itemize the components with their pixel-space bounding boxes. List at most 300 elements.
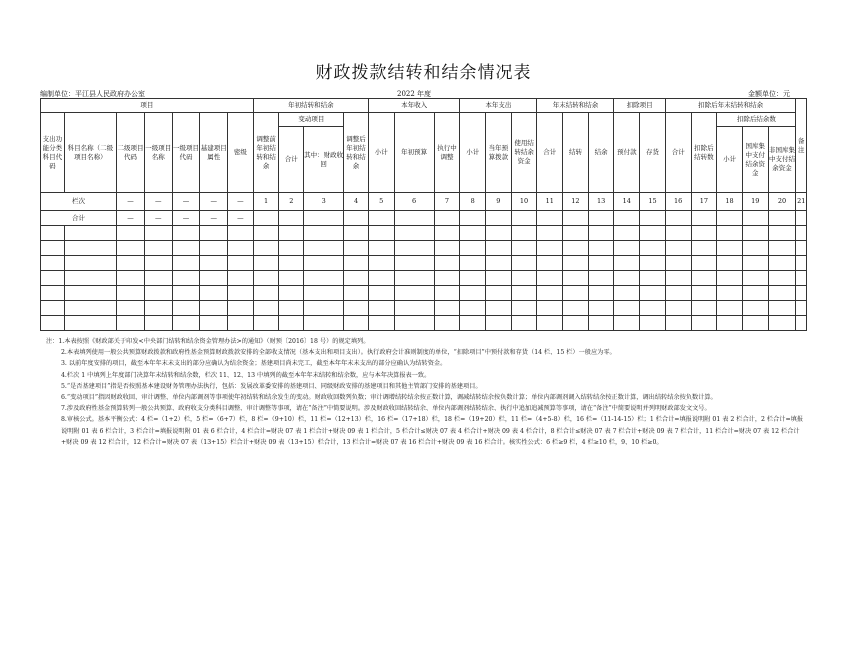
empty-cell: [691, 271, 717, 286]
empty-cell: [563, 286, 589, 301]
col-inventory: 存货: [640, 113, 666, 193]
empty-cell: [486, 301, 512, 316]
empty-cell: [304, 271, 344, 286]
column-number: 18: [717, 193, 743, 211]
empty-cell: [588, 286, 614, 301]
empty-cell: [640, 226, 666, 241]
empty-cell: [460, 301, 486, 316]
empty-cell: [486, 286, 512, 301]
empty-cell: [460, 226, 486, 241]
empty-cell: [253, 241, 279, 256]
empty-cell: [640, 211, 666, 226]
empty-cell: [614, 226, 640, 241]
empty-cell: [614, 271, 640, 286]
empty-cell: [796, 301, 807, 316]
empty-cell: [434, 286, 460, 301]
empty-cell: [796, 286, 807, 301]
empty-cell: [511, 226, 537, 241]
empty-cell: [588, 211, 614, 226]
empty-row: [41, 226, 807, 241]
empty-cell: [742, 226, 768, 241]
empty-row: [41, 271, 807, 286]
col-prepayment: 预付款: [614, 113, 640, 193]
empty-cell: [691, 211, 717, 226]
empty-cell: [344, 316, 369, 331]
column-number: 10: [511, 193, 537, 211]
empty-cell: [117, 301, 145, 316]
empty-cell: [41, 256, 65, 271]
empty-cell: [304, 226, 344, 241]
empty-cell: [200, 271, 228, 286]
empty-cell: [394, 256, 434, 271]
empty-cell: [172, 316, 200, 331]
empty-cell: [588, 241, 614, 256]
empty-cell: [614, 256, 640, 271]
empty-cell: [537, 241, 563, 256]
empty-cell: [368, 226, 394, 241]
empty-cell: [117, 256, 145, 271]
empty-cell: [304, 286, 344, 301]
empty-cell: [537, 226, 563, 241]
opening-header: 年初结转和结余: [253, 99, 368, 113]
empty-cell: [304, 301, 344, 316]
column-number: 2: [279, 193, 304, 211]
empty-cell: [64, 256, 116, 271]
dash-cell: —: [228, 211, 254, 226]
dash-cell: —: [144, 193, 172, 211]
empty-cell: [640, 301, 666, 316]
empty-cell: [368, 286, 394, 301]
column-number: 20: [768, 193, 796, 211]
col-l2-code: 二级项目代码: [117, 113, 145, 193]
empty-cell: [172, 241, 200, 256]
empty-cell: [172, 301, 200, 316]
empty-cell: [394, 226, 434, 241]
empty-cell: [434, 241, 460, 256]
empty-cell: [486, 316, 512, 331]
empty-cell: [768, 211, 796, 226]
empty-cell: [279, 316, 304, 331]
empty-cell: [64, 301, 116, 316]
empty-cell: [64, 241, 116, 256]
empty-cell: [640, 241, 666, 256]
column-number: 9: [486, 193, 512, 211]
empty-cell: [228, 256, 254, 271]
empty-cell: [588, 256, 614, 271]
empty-cell: [64, 286, 116, 301]
empty-cell: [768, 271, 796, 286]
project-header: 项目: [41, 99, 254, 113]
empty-cell: [768, 301, 796, 316]
column-number: 7: [434, 193, 460, 211]
empty-cell: [563, 226, 589, 241]
empty-cell: [172, 271, 200, 286]
closing-header: 年末结转和结余: [537, 99, 614, 113]
empty-cell: [717, 271, 743, 286]
empty-cell: [228, 301, 254, 316]
empty-cell: [253, 256, 279, 271]
empty-cell: [279, 301, 304, 316]
empty-cell: [64, 226, 116, 241]
empty-cell: [460, 316, 486, 331]
empty-cell: [200, 301, 228, 316]
empty-cell: [614, 301, 640, 316]
col-closing-carry: 结转: [563, 113, 589, 193]
income-header: 本年收入: [368, 99, 459, 113]
col-subject-name: 科目名称（二级项目名称）: [64, 113, 116, 193]
empty-cell: [228, 241, 254, 256]
empty-cell: [394, 241, 434, 256]
empty-cell: [434, 301, 460, 316]
col-expense-carry: 使用结转结余资金: [511, 113, 537, 193]
empty-cell: [172, 256, 200, 271]
empty-cell: [144, 316, 172, 331]
column-number: 16: [665, 193, 691, 211]
col-after-nontreasury: 非国库集中支付结余资金: [768, 127, 796, 193]
note-1: 注：1.本表按照《财政部关于印发<中央部门结转和结余资金管理办法>的通知》（财预〔2016〕18 号）的规定填列。: [46, 338, 370, 345]
total-label: 合计: [41, 211, 117, 226]
empty-cell: [117, 226, 145, 241]
column-number: 1: [253, 193, 279, 211]
empty-cell: [640, 316, 666, 331]
col-construction-attr: 基建项目属性: [200, 113, 228, 193]
empty-cell: [796, 271, 807, 286]
empty-cell: [742, 301, 768, 316]
empty-cell: [537, 256, 563, 271]
report-title: 财政拨款结转和结余情况表: [315, 63, 532, 83]
empty-cell: [279, 211, 304, 226]
remark-header: 备注: [796, 99, 807, 193]
empty-cell: [117, 241, 145, 256]
empty-cell: [614, 316, 640, 331]
dash-cell: —: [172, 193, 200, 211]
empty-cell: [768, 316, 796, 331]
dash-cell: —: [228, 193, 254, 211]
empty-cell: [717, 286, 743, 301]
empty-cell: [144, 301, 172, 316]
empty-cell: [665, 226, 691, 241]
empty-cell: [717, 211, 743, 226]
empty-cell: [253, 271, 279, 286]
empty-cell: [344, 286, 369, 301]
empty-cell: [279, 286, 304, 301]
dash-cell: —: [117, 211, 145, 226]
col-income-subtotal: 小计: [368, 113, 394, 193]
column-number: 14: [614, 193, 640, 211]
empty-cell: [394, 211, 434, 226]
column-number: 19: [742, 193, 768, 211]
empty-cell: [253, 211, 279, 226]
col-change-recover: 其中：财政收回: [304, 127, 344, 193]
empty-cell: [665, 256, 691, 271]
empty-cell: [614, 211, 640, 226]
column-number: 11: [537, 193, 563, 211]
after-surplus-header: 扣除后结余数: [717, 113, 796, 127]
empty-cell: [691, 301, 717, 316]
empty-cell: [742, 211, 768, 226]
empty-cell: [588, 226, 614, 241]
empty-cell: [394, 301, 434, 316]
empty-cell: [486, 226, 512, 241]
empty-cell: [796, 226, 807, 241]
empty-cell: [742, 271, 768, 286]
empty-cell: [144, 241, 172, 256]
empty-cell: [511, 316, 537, 331]
empty-cell: [717, 256, 743, 271]
header-row-2: [41, 113, 807, 127]
column-number: 6: [394, 193, 434, 211]
empty-cell: [41, 241, 65, 256]
empty-cell: [200, 256, 228, 271]
empty-cell: [796, 316, 807, 331]
column-number-label: 栏次: [41, 193, 117, 211]
empty-cell: [253, 226, 279, 241]
empty-cell: [665, 316, 691, 331]
col-after-total: 合计: [665, 113, 691, 193]
column-number: 15: [640, 193, 666, 211]
col-func-code: 支出功能分类科目代码: [41, 113, 65, 193]
empty-cell: [434, 271, 460, 286]
empty-cell: [172, 286, 200, 301]
empty-cell: [344, 211, 369, 226]
empty-cell: [41, 301, 65, 316]
empty-row: [41, 241, 807, 256]
empty-cell: [691, 226, 717, 241]
total-row: [41, 211, 807, 226]
empty-cell: [717, 316, 743, 331]
empty-cell: [563, 256, 589, 271]
empty-cell: [368, 271, 394, 286]
empty-cell: [434, 316, 460, 331]
empty-cell: [768, 226, 796, 241]
empty-cell: [117, 271, 145, 286]
empty-cell: [41, 316, 65, 331]
empty-cell: [665, 286, 691, 301]
column-number: 13: [588, 193, 614, 211]
column-number: 4: [344, 193, 369, 211]
empty-cell: [368, 241, 394, 256]
empty-cell: [279, 256, 304, 271]
col-closing-surplus: 结余: [588, 113, 614, 193]
empty-cell: [200, 316, 228, 331]
empty-cell: [144, 256, 172, 271]
empty-cell: [537, 301, 563, 316]
empty-row: [41, 256, 807, 271]
empty-cell: [665, 271, 691, 286]
empty-cell: [640, 286, 666, 301]
empty-cell: [742, 286, 768, 301]
empty-cell: [691, 256, 717, 271]
empty-cell: [563, 211, 589, 226]
empty-cell: [537, 211, 563, 226]
empty-cell: [563, 241, 589, 256]
empty-cell: [768, 256, 796, 271]
column-number: 12: [563, 193, 589, 211]
empty-cell: [144, 286, 172, 301]
col-adj-before: 调整前年初结转和结余: [253, 113, 279, 193]
empty-cell: [368, 316, 394, 331]
note-5: 5.“是否基建项目”指是否按照基本建设财务管理办法执行，包括：发展改革委安排的基建项目、同级财政安排的基建项目和其他主管部门安排的基建项目。: [61, 382, 482, 390]
col-income-exec: 执行中调整: [434, 113, 460, 193]
dash-cell: —: [200, 211, 228, 226]
empty-cell: [434, 211, 460, 226]
empty-row: [41, 301, 807, 316]
empty-cell: [717, 301, 743, 316]
empty-cell: [304, 316, 344, 331]
empty-cell: [665, 211, 691, 226]
empty-cell: [563, 301, 589, 316]
empty-cell: [344, 271, 369, 286]
empty-cell: [460, 211, 486, 226]
currency-unit: 金额单位：元: [748, 90, 790, 98]
empty-cell: [511, 271, 537, 286]
dash-cell: —: [200, 193, 228, 211]
empty-cell: [796, 211, 807, 226]
empty-cell: [614, 286, 640, 301]
empty-cell: [228, 226, 254, 241]
empty-cell: [717, 241, 743, 256]
empty-cell: [511, 241, 537, 256]
empty-cell: [588, 301, 614, 316]
empty-cell: [368, 256, 394, 271]
empty-cell: [796, 256, 807, 271]
empty-cell: [588, 316, 614, 331]
empty-cell: [304, 211, 344, 226]
expense-header: 本年支出: [460, 99, 537, 113]
empty-cell: [172, 226, 200, 241]
empty-cell: [486, 211, 512, 226]
empty-cell: [144, 226, 172, 241]
note-4: 4.栏次 1 中填列上年度部门决算年末结转和结余数，栏次 11、12、13 中填列的截至本年年末结转和结余数，应与本年决算报表一致。: [61, 371, 431, 379]
empty-cell: [279, 226, 304, 241]
empty-cell: [144, 271, 172, 286]
empty-cell: [665, 241, 691, 256]
col-after-treasury: 国库集中支付结余资金: [742, 127, 768, 193]
empty-cell: [279, 271, 304, 286]
empty-cell: [64, 271, 116, 286]
empty-cell: [64, 316, 116, 331]
note-7: 7.涉及政府性基金预算转列一般公共预算、政府收支分类科目调整、审计调整等事项，请在“备注”中简要说明。涉及财政收回结转结余、单位内部调剂结转结余、执行中追加追减预算等事项，请在“备注”中简要说明并列明财政部发文文号。: [61, 405, 711, 413]
empty-cell: [511, 301, 537, 316]
empty-cell: [279, 241, 304, 256]
col-closing-total: 合计: [537, 113, 563, 193]
empty-cell: [742, 316, 768, 331]
empty-cell: [511, 256, 537, 271]
empty-cell: [742, 256, 768, 271]
note-2: 2.本表填列使用一般公共预算财政拨款和政府性基金预算财政拨款安排的全部收支情况（基本支出和项目支出）。执行政府会计准则制度的单位，“扣除项目”中预付款和存货（14 栏、15 栏）一般应为零。: [61, 349, 616, 357]
empty-cell: [394, 271, 434, 286]
empty-cell: [117, 286, 145, 301]
col-expense-subtotal: 小计: [460, 113, 486, 193]
empty-cell: [796, 241, 807, 256]
col-expense-budget: 当年预算拨款: [486, 113, 512, 193]
empty-cell: [691, 286, 717, 301]
empty-cell: [563, 271, 589, 286]
empty-cell: [691, 316, 717, 331]
col-adj-after: 调整后年初结转和结余: [344, 113, 369, 193]
empty-cell: [344, 256, 369, 271]
empty-cell: [768, 241, 796, 256]
empty-cell: [228, 316, 254, 331]
compiling-unit: 编制单位：平江县人民政府办公室: [40, 90, 145, 98]
empty-cell: [200, 286, 228, 301]
empty-row: [41, 316, 807, 331]
dash-cell: —: [172, 211, 200, 226]
empty-cell: [200, 241, 228, 256]
column-number: 3: [304, 193, 344, 211]
empty-cell: [665, 301, 691, 316]
empty-cell: [768, 286, 796, 301]
empty-cell: [368, 211, 394, 226]
empty-cell: [41, 286, 65, 301]
empty-cell: [434, 226, 460, 241]
column-number: 21: [796, 193, 807, 211]
empty-cell: [640, 256, 666, 271]
empty-cell: [588, 271, 614, 286]
col-change-total: 合计: [279, 127, 304, 193]
empty-cell: [460, 256, 486, 271]
empty-cell: [486, 271, 512, 286]
empty-cell: [41, 226, 65, 241]
empty-cell: [563, 316, 589, 331]
empty-cell: [200, 226, 228, 241]
empty-cell: [614, 241, 640, 256]
note-3: 3. 以前年度安排的项目，截至本年年末未支出的部分应确认为结余资金；基建项目尚未完工，截至本年年末未支出的部分应确认为结转资金。: [61, 360, 447, 368]
col-l1-code: 一级项目代码: [172, 113, 200, 193]
empty-cell: [228, 286, 254, 301]
empty-cell: [253, 301, 279, 316]
empty-cell: [537, 271, 563, 286]
change-header: 变动项目: [279, 113, 344, 127]
col-l1-name: 一级项目名称: [144, 113, 172, 193]
after-header: 扣除后年末结转和结余: [665, 99, 796, 113]
note-6: 6.“变动项目”指因财政收回、审计调整、单位内部调剂等事项使年初结转和结余发生的变动。财政收回数列负数；审计调增结转结余按正数计算，调减结转结余按负数计算；单位内部调剂调入结转结余按正数计算，调出结转结余按负数计算。: [61, 394, 717, 402]
note-8: 8.审核公式。基本平衡公式：4 栏=（1+2）栏，5 栏=（6+7）栏，8 栏=（9+10）栏，11 栏=（12+13）栏，16 栏=（17+18）栏，18 栏=（19+20）栏，11 栏=（4+5-8）栏，16 栏=（11-14-15）栏；1 栏合计=填报说明附 01 表 2 栏合计，2 栏合计=填报说明附 01 表 6 栏合计，3 栏合计=填报说明附 01 表 6 栏合计，4 栏合计=财决 07 表 1 栏合计+财决 09 表 1 栏合计，5 栏合计≤财决 07 表 4 栏合计+财决 09 表 4 栏合计，8 栏合计≤财决 07 表 7 栏合计+财决 09 表 7 栏合计，11 栏合计=财决 07 表 12 栏合计+财决 09 表 12 栏合计，12 栏合计=财决 07 表（13+15）栏合计+财决 09 表（13+15）栏合计，13 栏合计=财决 07 表 16 栏合计+财决 09 表 16 栏合计。核实性公式：6 栏≥9 栏，4 栏≥10 栏，9、10 栏≥0。: [61, 416, 804, 446]
header-row-1: [41, 99, 807, 113]
column-number: 5: [368, 193, 394, 211]
empty-cell: [486, 256, 512, 271]
empty-cell: [537, 286, 563, 301]
empty-cell: [511, 211, 537, 226]
empty-cell: [253, 286, 279, 301]
empty-cell: [228, 271, 254, 286]
empty-cell: [640, 271, 666, 286]
empty-row: [41, 286, 807, 301]
report-year: 2022 年度: [397, 90, 432, 98]
empty-cell: [304, 241, 344, 256]
column-number: 17: [691, 193, 717, 211]
empty-cell: [434, 256, 460, 271]
empty-cell: [117, 316, 145, 331]
empty-cell: [742, 241, 768, 256]
deduct-header: 扣除项目: [614, 99, 665, 113]
empty-cell: [344, 241, 369, 256]
dash-cell: —: [117, 193, 145, 211]
notes-section: [46, 336, 804, 448]
empty-cell: [460, 241, 486, 256]
empty-cell: [717, 226, 743, 241]
empty-cell: [486, 241, 512, 256]
empty-cell: [394, 286, 434, 301]
empty-cell: [344, 226, 369, 241]
col-after-subtotal: 小计: [717, 127, 743, 193]
dash-cell: —: [144, 211, 172, 226]
col-after-carry: 扣除后结转数: [691, 113, 717, 193]
empty-cell: [691, 241, 717, 256]
empty-cell: [368, 301, 394, 316]
empty-cell: [253, 316, 279, 331]
col-secret-level: 密级: [228, 113, 254, 193]
